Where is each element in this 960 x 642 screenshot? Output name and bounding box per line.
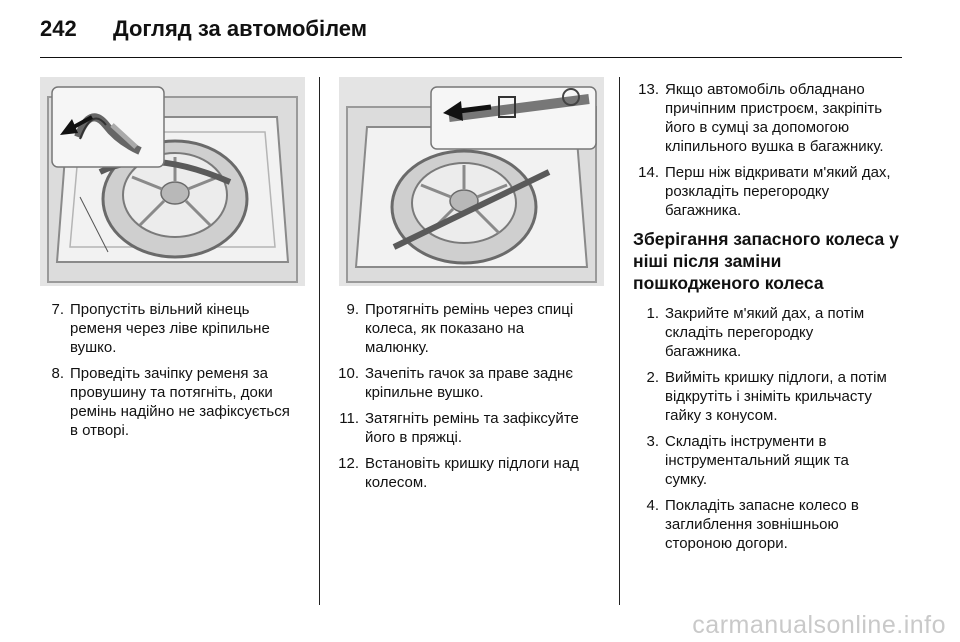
column-2-text [333,300,613,499]
list-item [633,163,905,220]
list-item-text: Пропустіть вільний кінець ременя через ліве кріпильне вушко. [70,301,270,356]
list-item [42,364,312,440]
list-item-text: Проведіть зачіпку ременя за провушину та потягніть, доки ремінь надійно не зафіксується в отворі. [70,365,290,439]
list-item-number: 7. [51,301,64,318]
list-item-number: 12. [338,455,359,472]
list-item-number: 14. [638,164,659,181]
list-item-text: Покладіть запасне колесо в заглиблення зовнішньою стороною догори. [665,497,859,552]
list-item [633,80,905,156]
list-item-text: Закрийте м'який дах, а потім складіть перегородку багажника. [665,305,865,360]
column-divider-1 [319,77,320,605]
column-3-text [633,80,905,560]
page-number: 242 [40,16,77,41]
list-item [633,304,905,361]
list-item-text: Складіть інструменти в інструментальний ящик та сумку. [665,433,849,488]
list-item [333,364,613,402]
watermark: carmanualsonline.info [692,611,946,639]
figure-illustration-2 [339,77,604,286]
list-item [633,496,905,553]
list-item-text: Затягніть ремінь та зафіксуйте його в пряжці. [365,410,579,446]
list-item-number: 8. [51,365,64,382]
list-item-text: Перш ніж відкривати м'який дах, розкладіть перегородку багажника. [665,164,891,219]
list-item [333,300,613,357]
list-item-text: Протягніть ремінь через спиці колеса, як показано на малюнку. [365,301,574,356]
column-1-text [42,300,312,447]
list-item [333,454,613,492]
list-item-text: Якщо автомобіль обладнано причіпним пристроєм, закріпіть його в сумці за допомогою клiпильного вушка в багажнику. [665,81,884,155]
section-heading: Зберігання запасного колеса у ніші після заміни пошкодженого колеса [633,229,899,293]
page-title: Догляд за автомобілем [113,16,368,41]
list-item-number: 13. [638,81,659,98]
list-item-number: 9. [346,301,359,318]
list-item [333,409,613,447]
list-item-text: Вийміть кришку підлоги, а потім відкрутіть і зніміть крильчасту гайку з конусом. [665,369,887,424]
list-item-text: Встановіть кришку підлоги над колесом. [365,455,579,491]
list-item [42,300,312,357]
figure-spare-wheel-strap-right [339,77,604,286]
figure-spare-wheel-strap-left [40,77,305,286]
list-item-number: 2. [646,369,659,386]
list-item-number: 3. [646,433,659,450]
list-item-number: 1. [646,305,659,322]
column-divider-2 [619,77,620,605]
header-rule [40,57,902,58]
list-item-number: 10. [338,365,359,382]
list-item [633,432,905,489]
list-item-number: 4. [646,497,659,514]
list-item-text: Зачепіть гачок за праве заднє кріпильне вушко. [365,365,573,401]
list-item [633,368,905,425]
figure-illustration-1 [40,77,305,286]
list-item-number: 11. [339,410,359,427]
